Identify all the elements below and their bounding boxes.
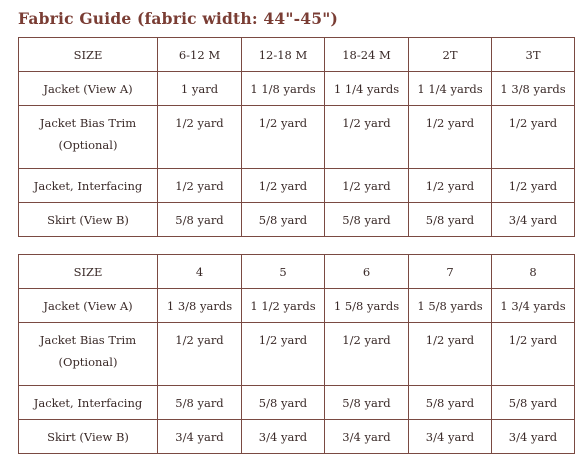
table-header-cell: SIZE [19, 255, 158, 289]
fabric-table-toddler-sizes [18, 37, 575, 237]
table-cell: 1/2 yard [409, 323, 492, 386]
table-header-cell: 6-12 M [158, 38, 242, 72]
table-cell: 1 3/8 yards [158, 289, 242, 323]
table-row [19, 386, 575, 420]
table-header-cell: 18-24 M [325, 38, 409, 72]
table-header-cell: 12-18 M [242, 38, 325, 72]
table-row [19, 106, 575, 169]
table-cell: 1 1/8 yards [242, 72, 325, 106]
table-header-row [19, 255, 575, 289]
table-row [19, 289, 575, 323]
table-row [19, 169, 575, 203]
table-header-cell: 3T [492, 38, 575, 72]
row-label: Skirt (View B) [19, 203, 158, 237]
table-cell: 1/2 yard [492, 169, 575, 203]
table-header-cell: SIZE [19, 38, 158, 72]
table-header-cell: 5 [242, 255, 325, 289]
table-cell: 5/8 yard [409, 386, 492, 420]
table-cell: 1 3/8 yards [492, 72, 575, 106]
table-header-cell: 8 [492, 255, 575, 289]
table-header-cell: 2T [409, 38, 492, 72]
table-cell: 1/2 yard [242, 106, 325, 169]
row-label: Jacket, Interfacing [19, 386, 158, 420]
table-cell: 1/2 yard [409, 169, 492, 203]
table-header-cell: 4 [158, 255, 242, 289]
table-cell: 1/2 yard [409, 106, 492, 169]
table-header-cell: 6 [325, 255, 409, 289]
table-cell: 1 1/4 yards [325, 72, 409, 106]
row-label: Jacket (View A) [19, 289, 158, 323]
table-cell: 5/8 yard [325, 203, 409, 237]
table-cell: 5/8 yard [409, 203, 492, 237]
table-cell: 3/4 yard [492, 203, 575, 237]
table-cell: 5/8 yard [242, 386, 325, 420]
table-cell: 1 5/8 yards [325, 289, 409, 323]
table-cell: 1/2 yard [242, 323, 325, 386]
table-cell: 1/2 yard [158, 323, 242, 386]
table-cell: 3/4 yard [492, 420, 575, 454]
table-cell: 1/2 yard [242, 169, 325, 203]
table-row [19, 420, 575, 454]
table-row [19, 203, 575, 237]
table-cell: 1 1/2 yards [242, 289, 325, 323]
row-label: Jacket Bias Trim (Optional) [19, 323, 158, 386]
table-cell: 1/2 yard [325, 169, 409, 203]
page-title: Fabric Guide (fabric width: 44"-45") [18, 9, 339, 28]
table-cell: 5/8 yard [325, 386, 409, 420]
table-header-cell: 7 [409, 255, 492, 289]
table-row [19, 323, 575, 386]
table-cell: 3/4 yard [158, 420, 242, 454]
fabric-table-child-sizes [18, 254, 575, 454]
table-cell: 1/2 yard [325, 323, 409, 386]
table-cell: 3/4 yard [325, 420, 409, 454]
row-label: Skirt (View B) [19, 420, 158, 454]
row-label: Jacket, Interfacing [19, 169, 158, 203]
table-cell: 1 3/4 yards [492, 289, 575, 323]
table-cell: 5/8 yard [492, 386, 575, 420]
table-cell: 1/2 yard [158, 106, 242, 169]
table-row [19, 72, 575, 106]
table-cell: 1/2 yard [325, 106, 409, 169]
table-cell: 5/8 yard [242, 203, 325, 237]
table-cell: 1 1/4 yards [409, 72, 492, 106]
table-cell: 1 yard [158, 72, 242, 106]
table-cell: 1 5/8 yards [409, 289, 492, 323]
table-cell: 1/2 yard [492, 323, 575, 386]
table-cell: 5/8 yard [158, 203, 242, 237]
table-cell: 3/4 yard [409, 420, 492, 454]
table-header-row [19, 38, 575, 72]
row-label: Jacket Bias Trim (Optional) [19, 106, 158, 169]
table-cell: 3/4 yard [242, 420, 325, 454]
table-cell: 1/2 yard [158, 169, 242, 203]
row-label: Jacket (View A) [19, 72, 158, 106]
table-cell: 5/8 yard [158, 386, 242, 420]
table-cell: 1/2 yard [492, 106, 575, 169]
